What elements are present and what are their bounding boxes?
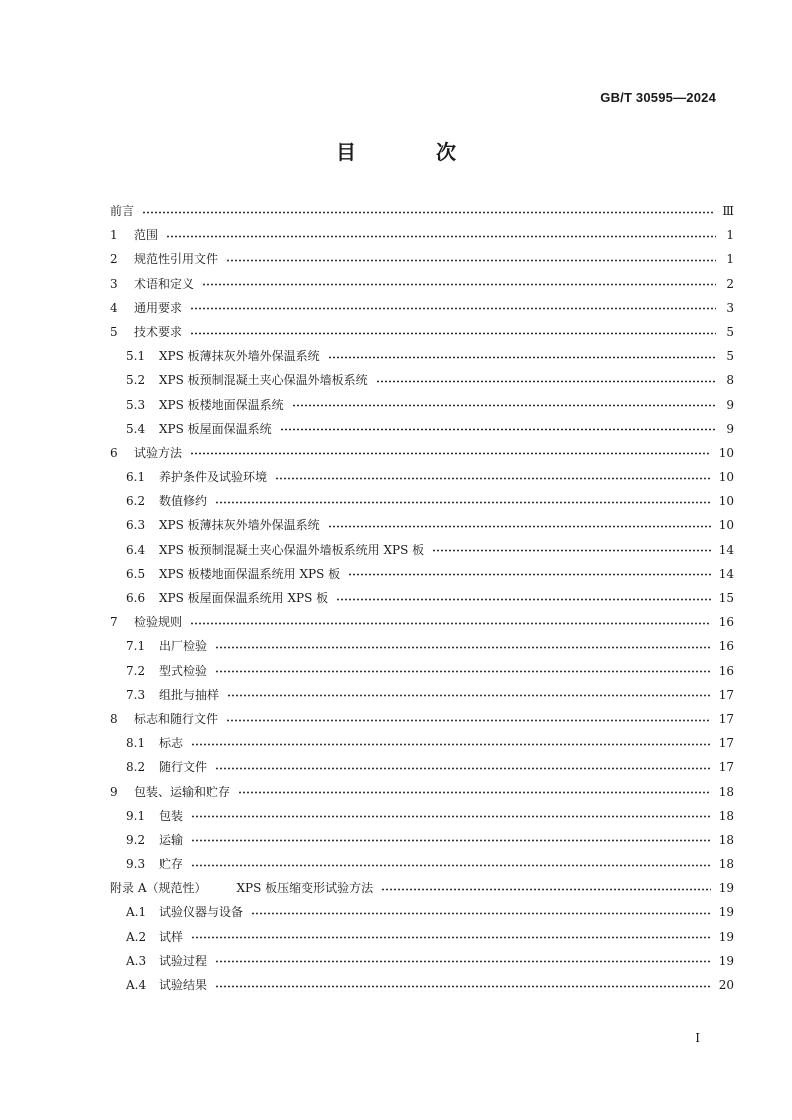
toc-entry[interactable] (110, 247, 734, 271)
page-title: 目 次 (336, 140, 486, 164)
dot-leader (191, 839, 711, 842)
toc-entry-title: XPS 板预制混凝土夹心保温外墙板系统用 XPS 板 (159, 542, 425, 557)
toc-entry[interactable] (110, 538, 734, 562)
toc-entry-title: 随行文件 (159, 760, 208, 775)
dot-leader (280, 428, 716, 431)
toc-entry[interactable] (110, 610, 734, 634)
toc-entry-page: 9 (726, 421, 734, 436)
toc-entry[interactable] (110, 731, 734, 755)
dot-leader (166, 235, 716, 238)
toc-entry-title: 运输 (159, 832, 184, 847)
dot-leader (328, 525, 711, 528)
toc-entry-page: 14 (718, 542, 734, 557)
toc-entry-page: 18 (718, 857, 734, 872)
toc-entry-title: 试验过程 (159, 953, 208, 968)
toc-entry[interactable] (110, 659, 734, 683)
toc-entry-page: 1 (726, 228, 734, 243)
toc-entry-title: 数值修约 (159, 494, 208, 509)
toc-entry[interactable] (110, 417, 734, 441)
toc-entry-title: 试验仪器与设备 (159, 905, 244, 920)
toc-entry-page: 1 (726, 252, 734, 267)
toc-entry-page: 19 (718, 905, 734, 920)
toc-entry[interactable] (110, 683, 734, 707)
toc-entry-title: 型式检验 (159, 663, 208, 678)
dot-leader (215, 670, 711, 673)
toc-entry[interactable] (110, 393, 734, 417)
toc-entry-number: 6 (110, 445, 118, 460)
dot-leader (190, 452, 711, 455)
dot-leader (227, 694, 711, 697)
toc-entry-page: Ⅲ (722, 204, 734, 218)
toc-entry-page: 14 (718, 566, 734, 581)
toc-entry-title: XPS 板屋面保温系统 (159, 421, 272, 436)
toc-entry-number: 5 (110, 324, 118, 339)
toc-entry-title: 术语和定义 (134, 276, 195, 291)
toc-entry[interactable] (110, 707, 734, 731)
dot-leader (215, 501, 711, 504)
toc-entry-number: A.1 (126, 905, 147, 920)
dot-leader (328, 356, 716, 359)
toc-entry-number: A.3 (126, 953, 147, 968)
dot-leader (215, 985, 711, 988)
toc-list (110, 199, 734, 997)
toc-entry-title: XPS 板楼地面保温系统 (159, 397, 284, 412)
toc-entry-title: XPS 板压缩变形试验方法 (236, 881, 374, 896)
toc-entry-title: XPS 板楼地面保温系统用 XPS 板 (159, 566, 341, 581)
dot-leader (190, 622, 711, 625)
toc-entry-page: 16 (718, 639, 734, 654)
toc-entry-page: 10 (718, 494, 734, 509)
dot-leader (202, 283, 716, 286)
toc-entry-number: 9.3 (126, 857, 146, 872)
toc-entry-title: 试验结果 (159, 978, 208, 992)
toc-entry[interactable] (110, 780, 734, 804)
dot-leader (226, 259, 716, 262)
toc-entry-number: 6.3 (126, 518, 146, 533)
toc-entry-page: 19 (718, 953, 734, 968)
toc-entry[interactable] (110, 949, 734, 973)
dot-leader (238, 791, 711, 794)
toc-entry-page: 9 (726, 397, 734, 412)
toc-entry[interactable] (110, 876, 734, 900)
dot-leader (191, 743, 711, 746)
toc-entry-title: 包装 (159, 808, 184, 823)
dot-leader (348, 573, 711, 576)
toc-entry-title: 标志 (159, 736, 184, 751)
toc-entry-page: 15 (718, 591, 734, 605)
toc-entry-number: 6.2 (126, 494, 146, 509)
toc-entry-number: 5.3 (126, 397, 146, 412)
toc-entry[interactable] (110, 804, 734, 828)
toc-entry-number: 6.4 (126, 542, 146, 557)
toc-entry-number: 7.2 (126, 663, 146, 678)
dot-leader (215, 767, 711, 770)
toc-entry-number: 1 (110, 228, 118, 243)
toc-entry-page: 2 (726, 276, 734, 291)
dot-leader (275, 477, 711, 480)
toc-entry-number: 4 (110, 300, 118, 315)
toc-entry-page: 20 (718, 978, 734, 992)
toc-entry-title: XPS 板预制混凝土夹心保温外墙板系统 (159, 373, 368, 388)
toc-entry-title: XPS 板屋面保温系统用 XPS 板 (159, 591, 329, 605)
toc-entry-page: 5 (726, 324, 734, 339)
toc-entry-title: XPS 板薄抹灰外墙外保温系统 (159, 518, 320, 533)
toc-entry-page: 16 (718, 663, 734, 678)
toc-entry[interactable] (110, 634, 734, 658)
dot-leader (432, 549, 711, 552)
toc-entry-title: 技术要求 (134, 324, 183, 339)
dot-leader (226, 719, 711, 722)
dot-leader (376, 380, 716, 383)
toc-entry-title: 试验方法 (134, 445, 183, 460)
toc-entry-page: 17 (718, 687, 734, 702)
toc-entry[interactable] (110, 828, 734, 852)
toc-entry-page: 17 (718, 736, 734, 751)
toc-entry-number: A.4 (126, 978, 147, 992)
toc-entry[interactable] (110, 199, 734, 223)
toc-entry-number: 9.2 (126, 832, 146, 847)
toc-entry-number: 6.1 (126, 470, 146, 485)
toc-entry-page: 18 (718, 832, 734, 847)
toc-entry-title: 组批与抽样 (159, 687, 220, 702)
dot-leader (292, 404, 716, 407)
toc-entry[interactable] (110, 368, 734, 392)
toc-entry[interactable] (110, 973, 734, 997)
toc-entry-title: 标志和随行文件 (134, 711, 219, 726)
dot-leader (191, 936, 711, 939)
toc-entry[interactable] (110, 344, 734, 368)
toc-entry-title: 试样 (159, 929, 184, 944)
toc-entry-number: 8.1 (126, 736, 146, 751)
toc-entry-title: 贮存 (159, 857, 184, 872)
toc-entry-title: 出厂检验 (159, 639, 208, 654)
toc-entry-number: 8.2 (126, 760, 146, 775)
toc-entry-page: 18 (718, 784, 734, 799)
dot-leader (381, 888, 711, 891)
toc-entry-page: 17 (718, 711, 734, 726)
toc-entry-title: 包装、运输和贮存 (134, 784, 231, 799)
toc-entry[interactable] (110, 755, 734, 779)
page-number: Ⅰ (695, 1031, 700, 1045)
toc-entry[interactable] (110, 900, 734, 924)
toc-entry-number: A.2 (126, 929, 147, 944)
toc-entry-page: 10 (718, 470, 734, 485)
toc-entry[interactable] (110, 272, 734, 296)
toc-entry-page: 17 (718, 760, 734, 775)
toc-entry-title: 范围 (134, 228, 159, 243)
dot-leader (190, 307, 716, 310)
dot-leader (336, 598, 711, 601)
standard-code: GB/T 30595—2024 (600, 90, 716, 105)
toc-entry-title: 检验规则 (134, 615, 183, 630)
dot-leader (251, 912, 711, 915)
dot-leader (191, 864, 711, 867)
toc-entry[interactable] (110, 296, 734, 320)
toc-entry[interactable] (110, 320, 734, 344)
toc-entry[interactable] (110, 465, 734, 489)
toc-entry-number: 5.2 (126, 373, 146, 388)
toc-entry[interactable] (110, 586, 734, 610)
toc-entry-number: 7.3 (126, 687, 146, 702)
toc-entry-number: 附录 A（规范性） (110, 881, 207, 896)
toc-entry-number: 2 (110, 252, 118, 267)
toc-entry[interactable] (110, 852, 734, 876)
toc-entry[interactable] (110, 562, 734, 586)
toc-entry-title: 养护条件及试验环境 (159, 470, 268, 485)
toc-entry-page: 3 (726, 300, 734, 315)
dot-leader (215, 646, 711, 649)
toc-entry-number: 5.1 (126, 349, 146, 364)
toc-entry-number: 7 (110, 615, 118, 630)
toc-entry-number: 6.6 (126, 591, 146, 605)
toc-entry-page: 8 (726, 373, 734, 388)
toc-entry[interactable] (110, 441, 734, 465)
toc-entry-number: 5.4 (126, 421, 146, 436)
toc-entry-page: 10 (718, 518, 734, 533)
toc-entry[interactable] (110, 223, 734, 247)
dot-leader (190, 332, 716, 335)
toc-entry[interactable] (110, 489, 734, 513)
toc-entry-title: 通用要求 (134, 300, 183, 315)
toc-entry-number: 8 (110, 711, 118, 726)
toc-entry[interactable] (110, 513, 734, 537)
toc-entry-page: 10 (718, 445, 734, 460)
toc-entry-number: 7.1 (126, 639, 146, 654)
toc-entry[interactable] (110, 925, 734, 949)
toc-entry-number: 3 (110, 276, 118, 291)
toc-entry-title: XPS 板薄抹灰外墙外保温系统 (159, 349, 320, 364)
dot-leader (191, 815, 711, 818)
toc-entry-title: 前言 (110, 204, 135, 218)
toc-entry-page: 19 (718, 881, 734, 896)
toc-entry-page: 5 (726, 349, 734, 364)
toc-entry-page: 19 (718, 929, 734, 944)
toc-entry-title: 规范性引用文件 (134, 252, 219, 267)
toc-entry-number: 6.5 (126, 566, 146, 581)
toc-entry-number: 9.1 (126, 808, 146, 823)
toc-entry-page: 18 (718, 808, 734, 823)
dot-leader (142, 211, 714, 214)
toc-entry-number: 9 (110, 784, 118, 799)
dot-leader (215, 960, 711, 963)
toc-entry-page: 16 (718, 615, 734, 630)
